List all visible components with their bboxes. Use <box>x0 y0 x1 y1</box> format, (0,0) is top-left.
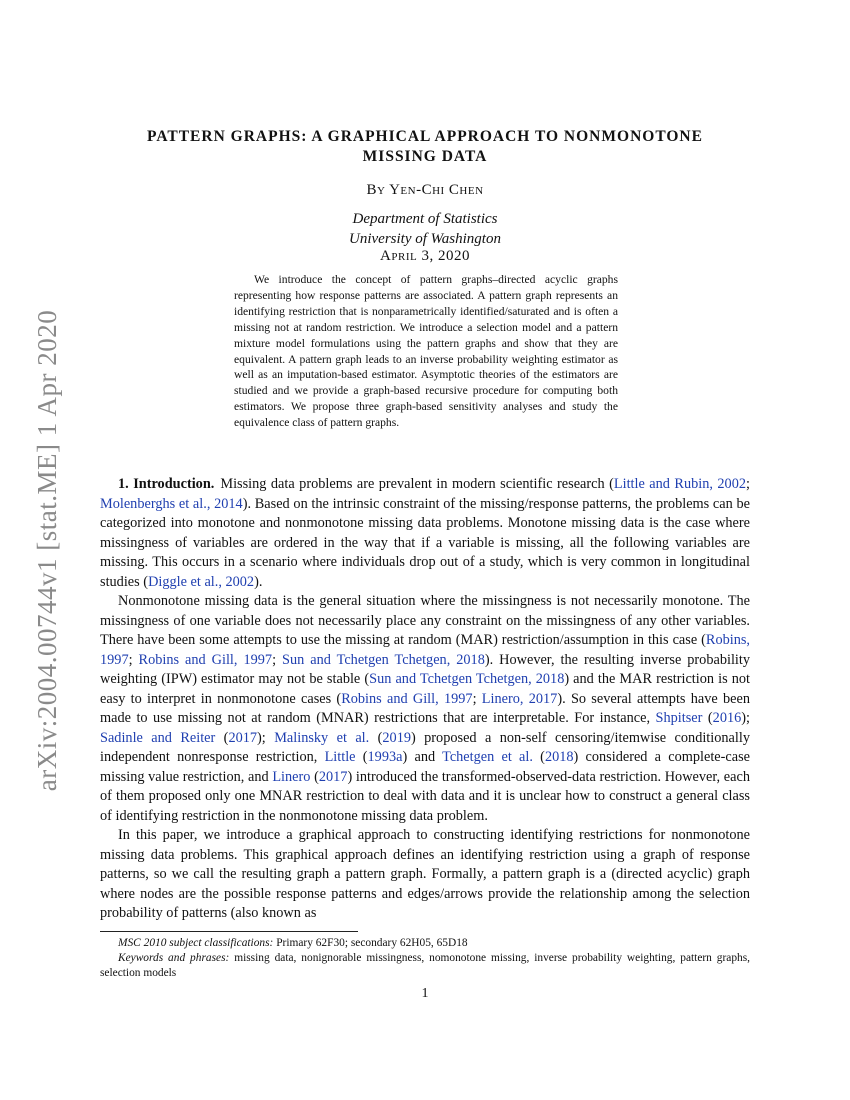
citation-link[interactable]: Robins, 1997 <box>100 632 750 668</box>
text: Nonmonotone missing data is the general situation where the missingness is not necessarily monotone. The missingness of one variable does not necessarily place any constraint on the missingness of any other variables. There have been some attempts to use the missing at random (MAR) restriction/assumption in this case ( <box>100 593 750 648</box>
arxiv-stamp <box>28 0 68 1100</box>
citation-link[interactable]: Robins and Gill, 1997 <box>138 651 273 668</box>
text: ; <box>128 651 139 668</box>
citation-link[interactable]: Sun and Tchetgen Tchetgen, 2018 <box>282 651 485 668</box>
keywords-label: Keywords and phrases: <box>118 952 230 964</box>
text: ( <box>215 729 229 746</box>
text: ; <box>472 690 482 707</box>
text: Missing data problems are prevalent in modern scientific research ( <box>220 476 614 492</box>
text: ). Based on the intrinsic constraint of the missing/response patterns, the problems can be categorized into monotone and nonmonotone missing data problems. Monotone missing data is the case where missingness of variables are ordered in the way that if a variable is missing, all the following variables are missing. This occurs in a scenario where individuals drop out of a study, which is very common in longitudinal studies ( <box>100 495 750 590</box>
text: ); <box>741 710 750 726</box>
author: By Yen-Chi Chen <box>366 182 484 198</box>
date: April 3, 2020 <box>380 248 470 264</box>
citation-link[interactable]: 2018 <box>544 749 574 765</box>
section-heading: 1. Introduction. <box>118 476 215 492</box>
citation-link[interactable]: 2017 <box>318 768 348 785</box>
arxiv-identifier[interactable]: arXiv:2004.00744v1 [stat.ME] 1 Apr 2020 <box>32 309 63 791</box>
text: ) introduced the transformed-observed-data restriction. However, each of them proposed only one MNAR restriction to deal with data and it is unclear how to construct a general class of identifying restriction in the nonmonotone missing data problem. <box>100 768 750 824</box>
paragraph-3: In this paper, we introduce a graphical approach to constructing identifying restrictions for nonmonotone missing data problems. This graphical approach defines an identifying restriction using a graph of response patterns, so we call the resulting graph a pattern graph. Formally, a pattern graph is a (directed acyclic) graph where nodes are the possible response patterns and edges/arrows provide the relationship among the selection probability of patterns (also known as <box>100 827 750 921</box>
text: ( <box>702 710 713 726</box>
footnote-divider <box>100 931 358 932</box>
paragraph-1 <box>100 475 750 592</box>
msc-text: Primary 62F30; secondary 62H05, 65D18 <box>273 937 468 949</box>
text: ; <box>272 651 283 668</box>
text: ); <box>257 729 275 746</box>
university: University of Washington <box>349 231 501 247</box>
title-line-1: PATTERN GRAPHS: A GRAPHICAL APPROACH TO NONMONOTONE <box>147 128 703 145</box>
department: Department of Statistics <box>352 211 498 227</box>
citation-link[interactable]: Diggle et al., 2002 <box>148 573 255 590</box>
page-number: 1 <box>421 986 429 1001</box>
paragraph-2 <box>100 592 750 826</box>
text: ; <box>746 476 750 492</box>
citation-link[interactable]: Linero <box>272 768 311 785</box>
citation-link[interactable]: 2017 <box>228 729 258 746</box>
abstract: We introduce the concept of pattern graphs–directed acyclic graphs representing how response patterns are associated. A pattern graph represents an identifying restriction that is nonparametrically identified/saturated and is often a missing not at random restriction. We introduce a selection model and a pattern mixture model formulations using the pattern graphs and show that they are equivalent. A pattern graph leads to an inverse probability weighting estimator as well as an imputation-based estimator. Asymptotic theories of the estimators are studied and we provide a graph-based recursive procedure for computing both estimators. We propose three graph-based sensitivity analyses and study the equivalence class of pattern graphs. <box>234 273 618 430</box>
citation-link[interactable]: 2016 <box>712 710 742 726</box>
citation-link[interactable]: Malinsky et al. <box>274 729 370 746</box>
keywords-text: missing data, nonignorable missingness, nomonotone missing, inverse probability weighting, pattern graphs, selection models <box>100 952 750 979</box>
citation-link[interactable]: Robins and Gill, 1997 <box>341 690 473 707</box>
text: ) proposed a non-self censoring/itemwise conditionally independent nonresponse restriction, <box>100 729 750 765</box>
text: ) and the MAR restriction is not easy to interpret in nonmonotone cases ( <box>100 671 750 707</box>
citation-link[interactable]: 1993a <box>367 749 403 765</box>
citation-link[interactable]: Linero, 2017 <box>481 690 558 707</box>
text: ( <box>310 768 319 785</box>
introduction-section <box>100 475 750 924</box>
citation-link[interactable]: Sun and Tchetgen Tchetgen, 2018 <box>369 671 565 687</box>
affiliation <box>100 209 750 249</box>
citation-link[interactable]: Shpitser <box>655 710 703 726</box>
text: ) considered a complete-case missing value restriction, and <box>100 749 750 785</box>
text: ). However, the resulting inverse probability weighting (IPW) estimator may not be stable ( <box>100 651 751 687</box>
footnotes <box>100 936 750 981</box>
text: ) and <box>402 749 443 765</box>
text: ). So several attempts have been made to use missing not at random (MNAR) restrictions that are interpretable. For instance, <box>100 690 750 726</box>
title-line-2: MISSING DATA <box>362 148 488 165</box>
msc-label: MSC 2010 subject classifications: <box>118 937 274 949</box>
text: ( <box>355 749 368 765</box>
text: ). <box>254 573 263 590</box>
text: ( <box>369 729 383 746</box>
citation-link[interactable]: Molenberghs et al., 2014 <box>100 495 243 512</box>
citation-link[interactable]: Little and Rubin, 2002 <box>613 476 747 492</box>
citation-link[interactable]: Tchetgen et al. <box>442 749 533 765</box>
citation-link[interactable]: Sadinle and Reiter <box>100 729 216 746</box>
text: ( <box>532 749 545 765</box>
msc-footnote <box>100 936 750 951</box>
citation-link[interactable]: 2019 <box>382 729 411 746</box>
citation-link[interactable]: Little <box>324 749 356 765</box>
paper-title <box>100 127 750 167</box>
keywords-footnote <box>100 951 750 981</box>
